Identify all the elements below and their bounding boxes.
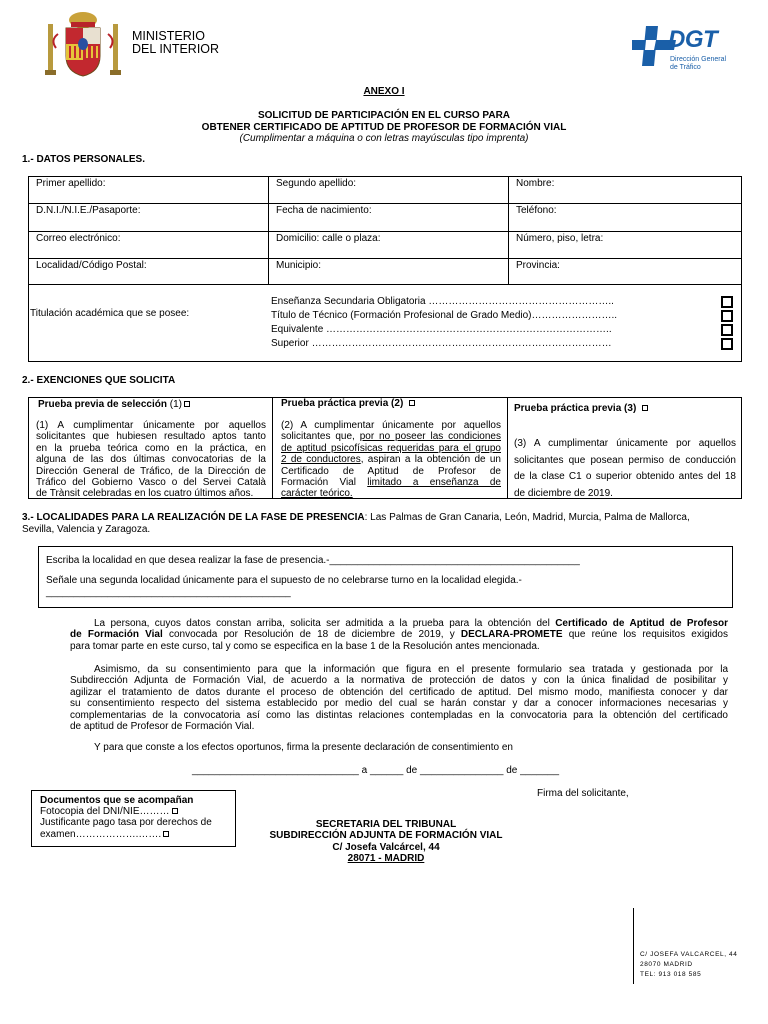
- declaration-paragraph-2: Asimismo, da su consentimiento para que la información que figura en el presente formulario sea tratada y gestionada por la Subdirección Adjunta de Formación Vial, de acuerdo a la normativa de protección de datos y con la única finalidad de posibilitar y agilizar el tratamiento de datos durante el proceso de obtención del certificado de aptitud. Del mismo modo, manifiesta conocer y dar su consentimiento respecto del sistema establecido por medio del cual se harán constar y dar a conocer informaciones necesarias y complementarias de la convocatoria así como las distintas relaciones contempladas en la convocatoria para la obtención del certificado de aptitud de Profesor de Formación Vial.: [70, 664, 728, 733]
- ministry-line1: MINISTERIO: [132, 29, 205, 43]
- declaration-paragraph-3: Y para que conste a los efectos oportunos, firma la presente declaración de consentimiento en: [94, 742, 513, 753]
- field-correo[interactable]: Correo electrónico:: [36, 233, 121, 244]
- checkbox-exemption-1[interactable]: [184, 401, 190, 407]
- titulacion-option-superior: Superior ………………………………………………………………………………: [271, 338, 612, 349]
- field-numero-piso[interactable]: Número, piso, letra:: [516, 233, 604, 244]
- title-note: (Cumplimentar a máquina o con letras mayúsculas tipo imprenta): [239, 133, 529, 144]
- field-localidad[interactable]: Localidad/Código Postal:: [36, 260, 147, 271]
- section2-heading: 2.- EXENCIONES QUE SOLICITA: [22, 375, 176, 386]
- document-dni[interactable]: Fotocopia del DNI/NIE………: [40, 806, 212, 817]
- field-fecha-nacimiento[interactable]: Fecha de nacimiento:: [276, 205, 372, 216]
- field-segundo-apellido[interactable]: Segundo apellido:: [276, 178, 357, 189]
- section3-heading: 3.- LOCALIDADES PARA LA REALIZACIÓN DE LA FASE DE PRESENCIA: Las Palmas de Gran Canaria, León, Madrid, Murcia, Palma de Mallorca, Sevilla, Valencia y Zaragoza.: [22, 512, 690, 535]
- exemption-2-text: (2) A cumplimentar únicamente por aquellos solicitantes que, por no poseer las condiciones de aptitud psicofísicas requeridas para el grupo 2 de conductores, aspiran a la obtención de un Certificado de Aptitud de Profesor de Formación Vial limitado a enseñanza de carácter teórico.: [281, 420, 501, 500]
- field-telefono[interactable]: Teléfono:: [516, 205, 557, 216]
- ministry-name: [132, 30, 219, 56]
- field-dni[interactable]: D.N.I./N.I.E./Pasaporte:: [36, 205, 141, 216]
- dgt-logo: [632, 22, 742, 78]
- checkbox-tecnico[interactable]: [721, 310, 733, 322]
- titulacion-label: Titulación académica que se posee:: [30, 308, 190, 319]
- field-municipio[interactable]: Municipio:: [276, 260, 322, 271]
- checkbox-equivalente[interactable]: [721, 324, 733, 336]
- documents-title: Documentos que se acompañan: [40, 795, 194, 806]
- locality-second-choice-label: Señale una segunda localidad únicamente para el supuesto de no celebrarse turno en la localidad elegida.-: [46, 575, 522, 586]
- titulacion-option-eso: Enseñanza Secundaria Obligatoria ………………………………………………..: [271, 296, 614, 307]
- checkbox-eso[interactable]: [721, 296, 733, 308]
- ministry-line2: DEL INTERIOR: [132, 42, 220, 56]
- dgt-subtitle-2: de Tráfico: [670, 64, 701, 71]
- dgt-subtitle-1: Dirección General: [670, 56, 727, 63]
- titulacion-option-tecnico: Título de Técnico (Formación Profesional de Grado Medio)……………………..: [271, 310, 618, 321]
- exemption-1-title: Prueba previa de selección (1): [38, 399, 190, 410]
- field-primer-apellido[interactable]: Primer apellido:: [36, 178, 106, 189]
- signature-label: Firma del solicitante,: [537, 788, 629, 799]
- footer-address: C/ JOSEFA VALCARCEL, 44 28070 MADRID TEL: 913 018 585: [640, 951, 738, 978]
- exemption-2-title: Prueba práctica previa (2): [281, 398, 415, 409]
- declaration-paragraph-1: La persona, cuyos datos constan arriba, solicita ser admitida a la prueba para la obtención del Certificado de Aptitud de Profesor de Formación Vial convocada por Resolución de 18 de diciembre de 2019, y DECLARA-PROMETE que reúne los requisitos exigidos para tomar parte en este curso, tal y como se especifica en la base 1 de la Resolución antes mencionada.: [70, 618, 728, 652]
- checkbox-exemption-2[interactable]: [409, 400, 415, 406]
- exemption-1-text: (1) A cumplimentar únicamente por aquellos solicitantes que hubiesen resultado aptos tanto en la prueba teórica como en la práctica, en alguna de las dos últimas convocatorias de la Dirección General de Tráfico, de la Dirección de Tráfico del Gobierno Vasco o del Servei Català de Trànsit celebradas en los cuatro últimos años.: [36, 420, 266, 500]
- document-tasa-line1: Justificante pago tasa por derechos de: [40, 817, 212, 829]
- checkbox-superior[interactable]: [721, 338, 733, 350]
- date-place-line[interactable]: ______________________________ a ______ de _______________ de _______: [192, 765, 560, 776]
- titulacion-option-equivalente: Equivalente …………………………………………………………………………..: [271, 324, 612, 335]
- field-provincia[interactable]: Provincia:: [516, 260, 560, 271]
- documents-list: [40, 795, 212, 840]
- title-line2: OBTENER CERTIFICADO DE APTITUD DE PROFESOR DE FORMACIÓN VIAL: [201, 121, 567, 133]
- exemption-3-title: Prueba práctica previa (3): [514, 403, 648, 414]
- field-nombre[interactable]: Nombre:: [516, 178, 555, 189]
- annex-title: ANEXO I: [363, 86, 405, 97]
- section1-heading: 1.- DATOS PERSONALES.: [22, 154, 145, 165]
- locality-first-choice[interactable]: Escriba la localidad en que desea realizar la fase de presencia.-_____________________________________________: [46, 555, 580, 566]
- dgt-brand: DGT: [668, 26, 718, 53]
- document-tasa[interactable]: examen……………….…….: [40, 829, 212, 840]
- locality-second-choice-field[interactable]: ____________________________________________: [46, 587, 291, 598]
- coat-of-arms-icon: [44, 10, 122, 80]
- exemption-3-text: (3) A cumplimentar únicamente por aquellos solicitantes que posean permiso de conducción de la clase C1 o superior obtenido antes del 18 de diciembre de 2019.: [514, 438, 736, 499]
- tribunal-address: SECRETARIA DEL TRIBUNAL SUBDIRECCIÓN ADJUNTA DE FORMACIÓN VIAL C/ Josefa Valcárcel, 44 28071 - MADRID: [269, 819, 503, 864]
- field-domicilio[interactable]: Domicilio: calle o plaza:: [276, 233, 381, 244]
- checkbox-exemption-3[interactable]: [642, 405, 648, 411]
- title-line1: SOLICITUD DE PARTICIPACIÓN EN EL CURSO PARA: [257, 110, 511, 121]
